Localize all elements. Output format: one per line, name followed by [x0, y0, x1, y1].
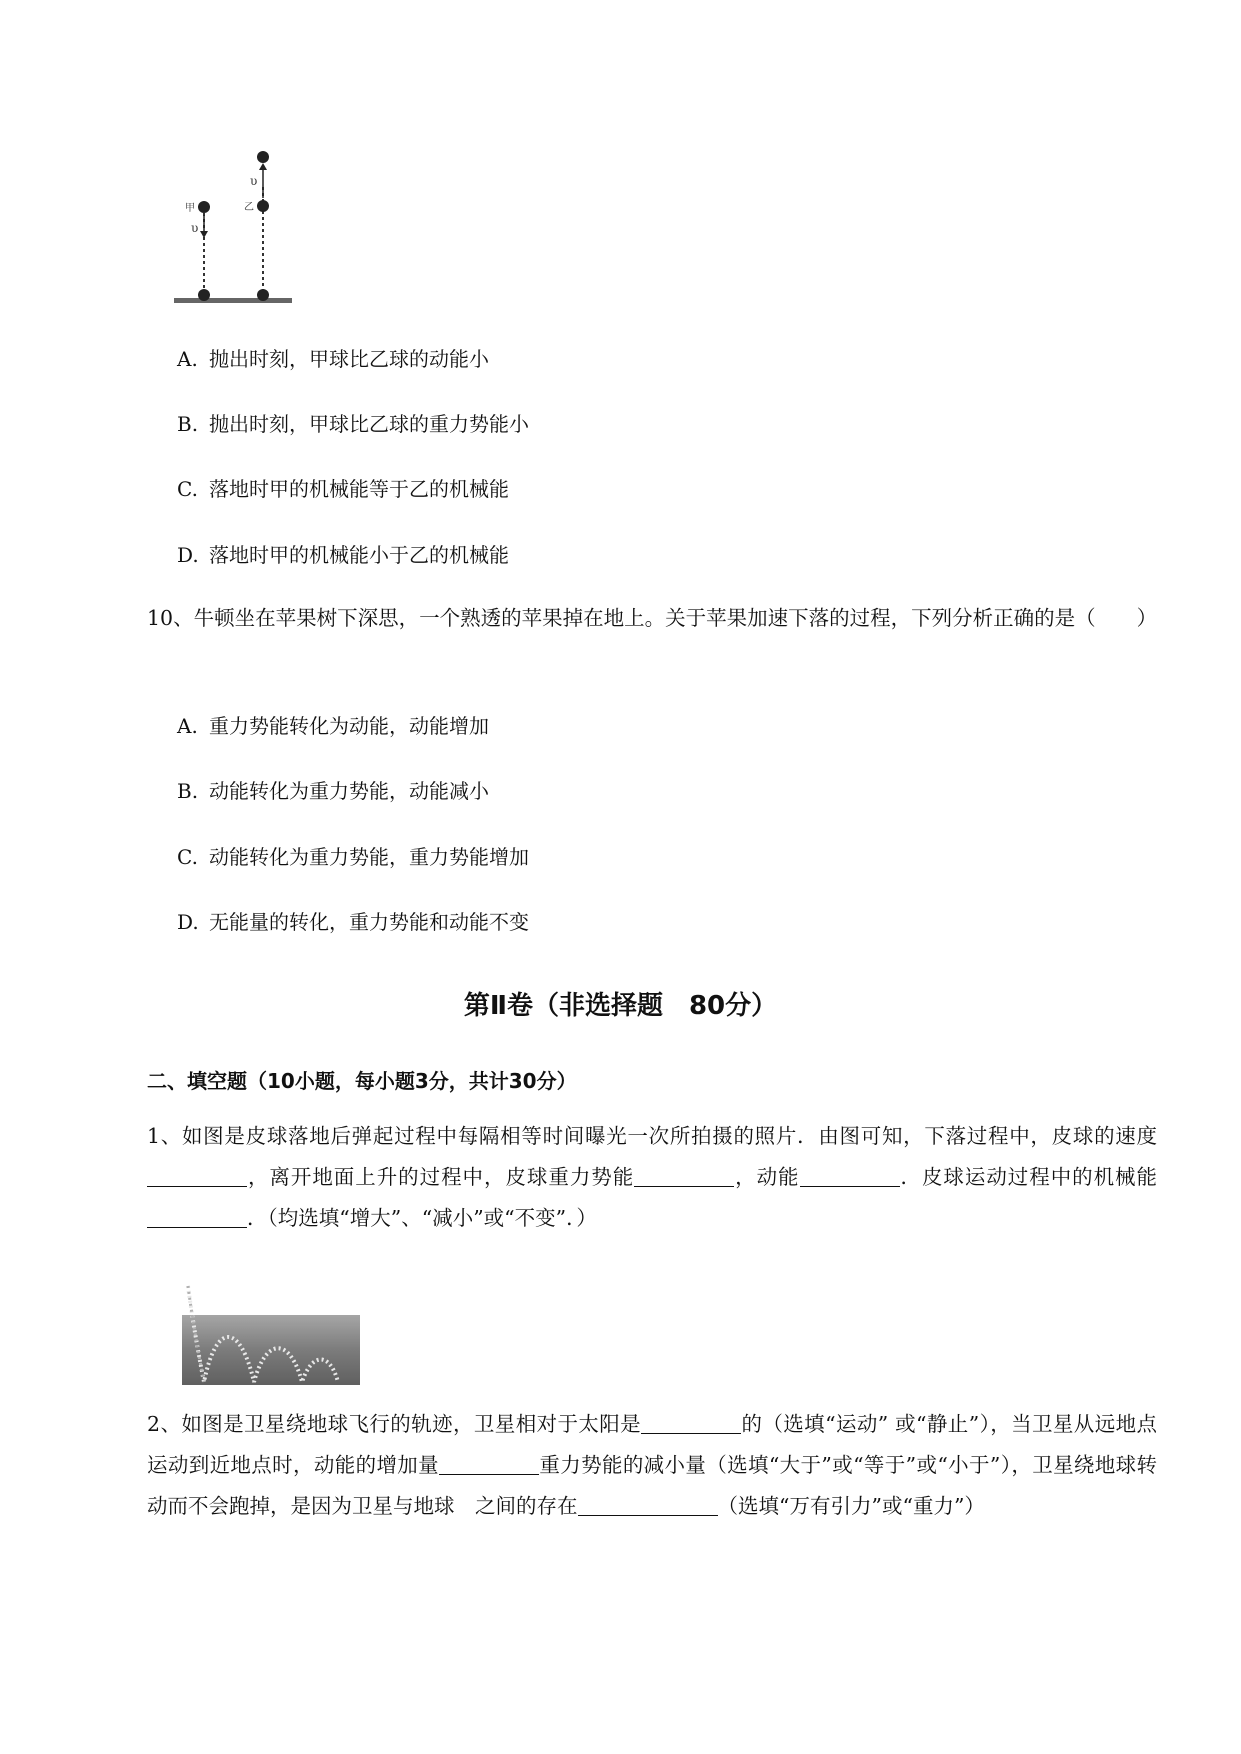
- q10-stem: 10、牛顿坐在苹果树下深思，一个熟透的苹果掉在地上。关于苹果加速下落的过程，下列分析正确的是（ ）: [147, 606, 1158, 630]
- two-balls-figure: [172, 145, 302, 315]
- option-text: 抛出时刻，甲球比乙球的重力势能小: [209, 412, 529, 436]
- section-subtitle: 二、填空题（10小题，每小题3分，共计30分）: [147, 1069, 577, 1093]
- label-jia: 甲: [185, 203, 195, 214]
- answer-blank[interactable]: [634, 1164, 734, 1187]
- option-text: 无能量的转化，重力势能和动能不变: [209, 910, 529, 934]
- option-letter: A.: [177, 714, 198, 738]
- option-letter: C.: [177, 477, 198, 501]
- q10-option-d: [177, 908, 529, 936]
- ball-jia-bottom: [198, 289, 210, 301]
- answer-blank[interactable]: [147, 1164, 247, 1187]
- answer-blank[interactable]: [578, 1493, 718, 1516]
- option-letter: D.: [177, 910, 199, 934]
- option-letter: D.: [177, 543, 199, 567]
- q1-text-2: ，离开地面上升的过程中，皮球重力势能: [247, 1165, 635, 1189]
- option-letter: B.: [177, 412, 199, 436]
- option-text: 重力势能转化为动能，动能增加: [209, 714, 489, 738]
- q1-text-3: ，动能: [734, 1165, 800, 1189]
- option-letter: A.: [177, 347, 198, 371]
- answer-blank[interactable]: [439, 1452, 539, 1475]
- q1-text-4: ．皮球运动过程中的机械能: [899, 1165, 1158, 1189]
- option-letter: C.: [177, 845, 198, 869]
- q9-option-a: [177, 345, 489, 373]
- answer-blank[interactable]: [800, 1164, 900, 1187]
- bouncing-ball-photo: [178, 1282, 363, 1388]
- option-letter: B.: [177, 779, 199, 803]
- fill-question-2: [147, 1404, 1157, 1527]
- q1-text-5: ．（均选填“增大”、“减小”或“不变”．）: [247, 1206, 597, 1230]
- q10-option-a: [177, 712, 489, 740]
- label-v-yi: υ: [250, 174, 258, 188]
- q2-text-2: 的（选填“运动” 或“静止”），当卫星从远地点运动到近地点时，动能的增加量: [147, 1412, 1158, 1477]
- q1-text-1: 1、如图是皮球落地后弹起过程中每隔相等时间曝光一次所拍摄的照片．由图可知，下落过程中，皮球的速度: [147, 1124, 1157, 1148]
- section-title: 第Ⅱ卷（非选择题 80分）: [463, 991, 778, 1021]
- label-v-jia: υ: [191, 221, 199, 235]
- option-text: 落地时甲的机械能小于乙的机械能: [209, 543, 509, 567]
- ball-yi-bottom: [257, 289, 269, 301]
- ball-jia-top: [198, 201, 210, 213]
- ground: [174, 298, 292, 303]
- label-yi: 乙: [244, 202, 254, 213]
- option-text: 落地时甲的机械能等于乙的机械能: [209, 477, 509, 501]
- answer-blank[interactable]: [641, 1411, 741, 1434]
- q2-text-4: （选填“万有引力”或“重力”）: [717, 1494, 985, 1518]
- q10-option-c: [177, 843, 529, 871]
- option-text: 抛出时刻，甲球比乙球的动能小: [209, 347, 489, 371]
- ball-yi-mid: [257, 200, 269, 212]
- option-text: 动能转化为重力势能，重力势能增加: [209, 845, 529, 869]
- q2-text-1: 2、如图是卫星绕地球飞行的轨迹，卫星相对于太阳是: [147, 1412, 642, 1436]
- q10-option-b: [177, 777, 489, 805]
- q2-text-3: 重力势能的减小量（选填“大于”或“等于”或“小于”），卫星绕地球转动而不会跑掉，是因为卫星与地球 之间的存在: [147, 1453, 1157, 1518]
- ball-yi-top: [257, 151, 269, 163]
- q9-option-d: [177, 541, 509, 569]
- q9-option-b: [177, 410, 529, 438]
- answer-blank[interactable]: [147, 1205, 247, 1228]
- fill-question-1: [147, 1116, 1157, 1239]
- q9-option-c: [177, 475, 509, 503]
- option-text: 动能转化为重力势能，动能减小: [209, 779, 489, 803]
